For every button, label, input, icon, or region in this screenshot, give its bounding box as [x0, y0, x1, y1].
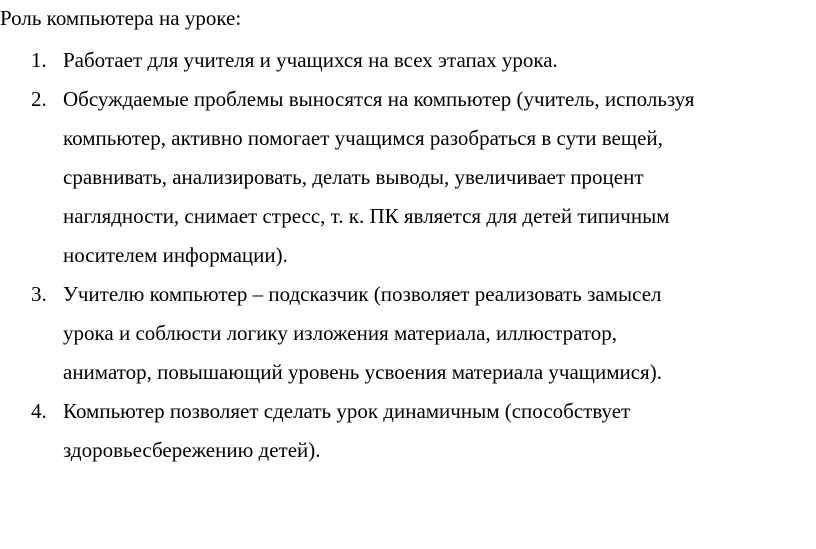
list-item-text-line: урока и соблюсти логику изложения материала, иллюстратор,	[63, 321, 618, 345]
list-number: 4.	[31, 399, 47, 423]
list-number: 1.	[31, 48, 47, 72]
list-item-text-line: аниматор, повышающий уровень усвоения материала учащимися).	[63, 360, 662, 384]
list-item-text-line: компьютер, активно помогает учащимся разобраться в сути вещей,	[63, 126, 663, 150]
list-item-3	[0, 275, 803, 392]
list-item-4	[0, 392, 803, 470]
list-item-text-line: здоровьесбережению детей).	[63, 438, 321, 462]
document-heading: Роль компьютера на уроке:	[0, 6, 242, 30]
list-item-text-line: Обсуждаемые проблемы выносятся на компьютер (учитель, используя	[63, 87, 695, 111]
list-item-text-line: наглядности, снимает стресс, т. к. ПК является для детей типичным	[63, 204, 670, 228]
list-item-text-line: Работает для учителя и учащихся на всех этапах урока.	[63, 48, 558, 72]
list-item-text-line: Компьютер позволяет сделать урок динамичным (способствует	[63, 399, 631, 423]
list-item-text-line: сравнивать, анализировать, делать выводы, увеличивает процент	[63, 165, 644, 189]
list-item-1	[0, 41, 803, 80]
list-number: 2.	[31, 87, 47, 111]
list-number: 3.	[31, 282, 47, 306]
list-item-2	[0, 80, 803, 275]
numbered-list	[0, 41, 816, 470]
list-item-text-line: Учителю компьютер – подсказчик (позволяет реализовать замысел	[63, 282, 662, 306]
list-item-text-line: носителем информации).	[63, 243, 288, 267]
